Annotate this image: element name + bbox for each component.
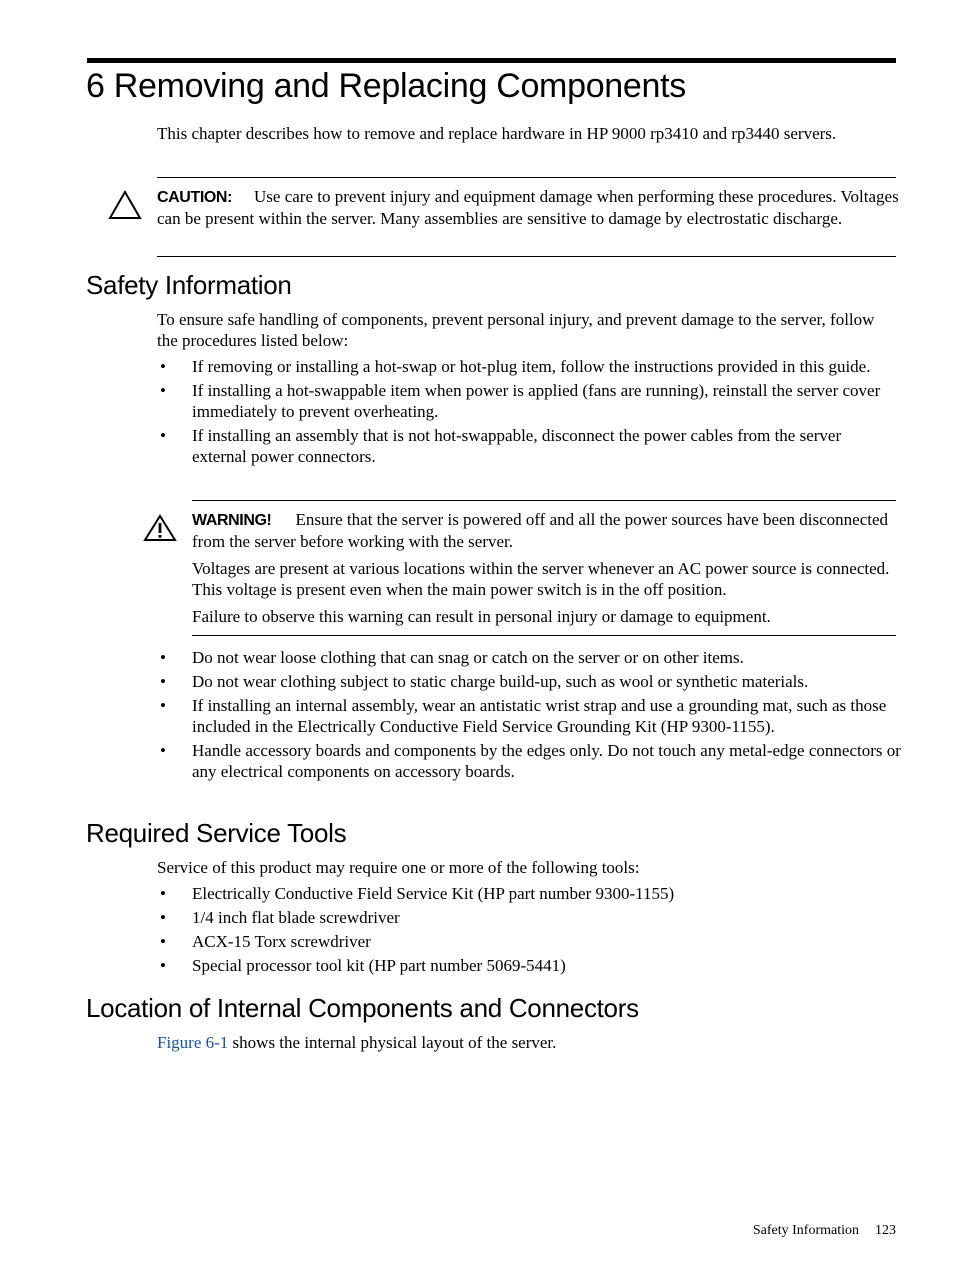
safety-heading: Safety Information (86, 270, 292, 300)
page-footer (753, 1222, 896, 1240)
warning-bottom-rule (192, 635, 896, 636)
tools-list (157, 883, 897, 979)
footer-section: Safety Information (752, 1223, 859, 1238)
safety-list-2 (157, 647, 901, 785)
list-item: • If installing an internal assembly, wear an antistatic wrist strap and use a grounding mat, such as those included in the Electrically Conductive Field Service Grounding Kit (HP 9300-1155). (157, 695, 901, 737)
list-item: • If installing an assembly that is not hot-swappable, disconnect the power cables from the server external power connectors. (157, 425, 897, 467)
safety-intro: To ensure safe handling of components, prevent personal injury, and prevent damage to the server, follow the procedures listed below: (157, 310, 875, 350)
warning-para-3: Failure to observe this warning can result in personal injury or damage to equipment. (192, 607, 771, 626)
list-item: • Electrically Conductive Field Service Kit (HP part number 9300-1155) (157, 883, 897, 904)
caution-top-rule (157, 177, 896, 178)
page-number: 123 (875, 1223, 896, 1238)
warning-note (192, 509, 898, 552)
warning-label: WARNING! (192, 512, 272, 529)
chapter-top-rule (87, 58, 896, 63)
list-item: • Handle accessory boards and components by the edges only. Do not touch any metal-edge connectors or any electrical components on accessory boards. (157, 740, 901, 782)
list-item: • ACX-15 Torx screwdriver (157, 931, 897, 952)
warning-para-2: Voltages are present at various locations within the server whenever an AC power source is connected. This voltage is present even when the main power switch is in the off position. (192, 559, 890, 599)
list-item: • 1/4 inch flat blade screwdriver (157, 907, 897, 928)
tools-heading: Required Service Tools (86, 818, 347, 848)
location-heading: Location of Internal Components and Connectors (86, 993, 639, 1023)
tools-intro: Service of this product may require one or more of the following tools: (157, 858, 640, 877)
chapter-title: 6 Removing and Replacing Components (86, 67, 686, 105)
list-item: • Do not wear loose clothing that can snag or catch on the server or on other items. (157, 647, 901, 668)
list-item: • Do not wear clothing subject to static charge build-up, such as wool or synthetic materials. (157, 671, 901, 692)
list-item: • If removing or installing a hot-swap or hot-plug item, follow the instructions provided in this guide. (157, 356, 897, 377)
warning-top-rule (192, 500, 896, 501)
caution-triangle-icon (108, 190, 142, 220)
caution-bottom-rule (157, 256, 896, 257)
location-paragraph (157, 1032, 897, 1053)
safety-list (157, 356, 897, 470)
location-text: shows the internal physical layout of the server. (228, 1033, 557, 1052)
caution-note (157, 186, 899, 229)
caution-label: CAUTION: (157, 189, 233, 206)
chapter-intro: This chapter describes how to remove and replace hardware in HP 9000 rp3410 and rp3440 servers. (157, 124, 837, 143)
warning-triangle-icon (143, 514, 177, 542)
list-item: • Special processor tool kit (HP part number 5069-5441) (157, 955, 897, 976)
warning-text: Ensure that the server is powered off and all the power sources have been disconnected from the server before working with the server. (192, 510, 889, 551)
figure-link[interactable]: Figure 6-1 (157, 1033, 229, 1052)
caution-text: Use care to prevent injury and equipment damage when performing these procedures. Voltages can be present within the server. Many assemblies are sensitive to damage by electrostatic discharge. (157, 187, 899, 228)
list-item: • If installing a hot-swappable item when power is applied (fans are running), reinstall the server cover immediately to prevent overheating. (157, 380, 897, 422)
